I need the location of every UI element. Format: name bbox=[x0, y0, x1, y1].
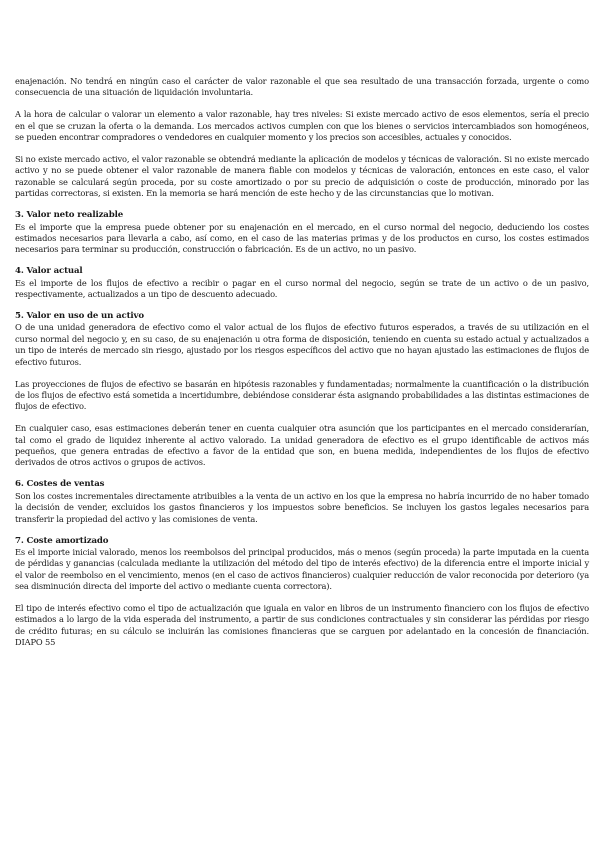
section-heading: 5. Valor en uso de un activo bbox=[15, 311, 144, 321]
section-heading: 3. Valor neto realizable bbox=[15, 210, 124, 221]
section-costes-de-ventas bbox=[15, 479, 589, 525]
section-coste-amortizado bbox=[15, 536, 589, 649]
section-paragraph: En cualquier caso, esas estimaciones deberán tener en cuenta cualquier otra asunción que los participantes en el mercado considerarían, tal como el grado de liquidez inherente al activo valorado. La unidad generadora de efectivo es el grupo identificable de activos más pequeños, que genera entradas de efectivo a favor de la entidad que son, en buena medida, independientes de los flujos de efectivo derivados de otros activos o grupos de activos. bbox=[15, 423, 589, 468]
section-paragraph: Es el importe de los flujos de efectivo a recibir o pagar en el curso normal del negocio, según se trate de un activo o de un pasivo, respectivamente, actualizados a un tipo de descuento adecuado. bbox=[15, 277, 589, 300]
section-heading: 7. Coste amortizado bbox=[15, 535, 109, 546]
document-page bbox=[15, 76, 589, 659]
section-valor-actual bbox=[15, 266, 589, 300]
intro-paragraph-1: enajenación. No tendrá en ningún caso el carácter de valor razonable el que sea resultado de una transacción forzada, urgente o como consecuencia de una situación de liquidación involuntaria. bbox=[15, 76, 589, 98]
section-paragraph: Son los costes incrementales directamente atribuibles a la venta de un activo en los que la empresa no habría incurrido de no haber tomado la decisión de vender, excluidos los gastos financieros y los impuestos sobre beneficios. Se incluyen los gastos legales necesarios para transferir la propiedad del activo y las comisiones de venta. bbox=[15, 490, 589, 524]
intro-paragraph-3: Si no existe mercado activo, el valor razonable se obtendrá mediante la aplicación de modelos y técnicas de valoración. Si no existe mercado activo y no se puede obtener el valor razonable de manera fiable con modelos y técnicas de valoración, entonces en este caso, el valor razonable se calculará según proceda, por su coste amortizado o por su precio de adquisición o coste de producción, minorado por las partidas correctoras, si existen. En la memoria se hará mención de este hecho y de las circunstancias que lo motivan. bbox=[15, 154, 589, 199]
section-paragraph: Las proyecciones de flujos de efectivo se basarán en hipótesis razonables y fundamentadas; normalmente la cuantificación o la distribución de los flujos de efectivo está sometida a incertidumbre, debiéndose considerar ésta asignando probabilidades a las distintas estimaciones de flujos de efectivo. bbox=[15, 378, 589, 412]
section-heading: 6. Costes de ventas bbox=[15, 479, 105, 490]
section-valor-neto-realizable bbox=[15, 210, 589, 256]
section-paragraph: El tipo de interés efectivo como el tipo de actualización que iguala en valor en libros de un instrumento financiero con los flujos de efectivo estimados a lo largo de la vida esperada del instrumento, a partir de sus condiciones contractuales y sin considerar las pérdidas por riesgo de crédito futuras; en su cálculo se incluirán las comisiones financieras que se carguen por adelantado en la concesión de financiación. DIAPO 55 bbox=[15, 603, 589, 648]
section-valor-en-uso bbox=[15, 311, 589, 469]
intro-paragraph-2: A la hora de calcular o valorar un elemento a valor razonable, hay tres niveles: Si existe mercado activo de esos elementos, sería el precio en el que se cruzan la oferta o la demanda. Los mercados activos cumplen con que los bienes o servicios intercambiados son homogéneos, se pueden encontrar compradores o vendedores en cualquier momento y los precios son accesibles, actuales y conocidos. bbox=[15, 109, 589, 143]
section-paragraph: Es el importe inicial valorado, menos los reembolsos del principal producidos, más o menos (según proceda) la parte imputada en la cuenta de pérdidas y ganancias (calculada mediante la utilización del método del tipo de interés efectivo) de la diferencia entre el importe inicial y el valor de reembolso en el vencimiento, menos (en el caso de activos financieros) cualquier reducción de valor reconocida por deterioro (ya sea disminución directa del importe del activo o mediante cuenta correctora). bbox=[15, 546, 589, 592]
section-paragraph: O de una unidad generadora de efectivo como el valor actual de los flujos de efectivo futuros esperados, a través de su utilización en el curso normal del negocio y, en su caso, de su enajenación u otra forma de disposición, teniendo en cuenta su estado actual y actualizados a un tipo de interés de mercado sin riesgo, ajustado por los riesgos específicos del activo que no hayan ajustado las estimaciones de flujos de efectivo futuros. bbox=[15, 322, 589, 367]
section-heading: 4. Valor actual bbox=[15, 266, 83, 277]
section-paragraph: Es el importe que la empresa puede obtener por su enajenación en el mercado, en el curso normal del negocio, deduciendo los costes estimados necesarios para llevarla a cabo, así como, en el caso de las materias primas y de los productos en curso, los costes estimados necesarios para terminar su producción, construcción o fabricación. Es de un activo, no un pasivo. bbox=[15, 221, 589, 255]
